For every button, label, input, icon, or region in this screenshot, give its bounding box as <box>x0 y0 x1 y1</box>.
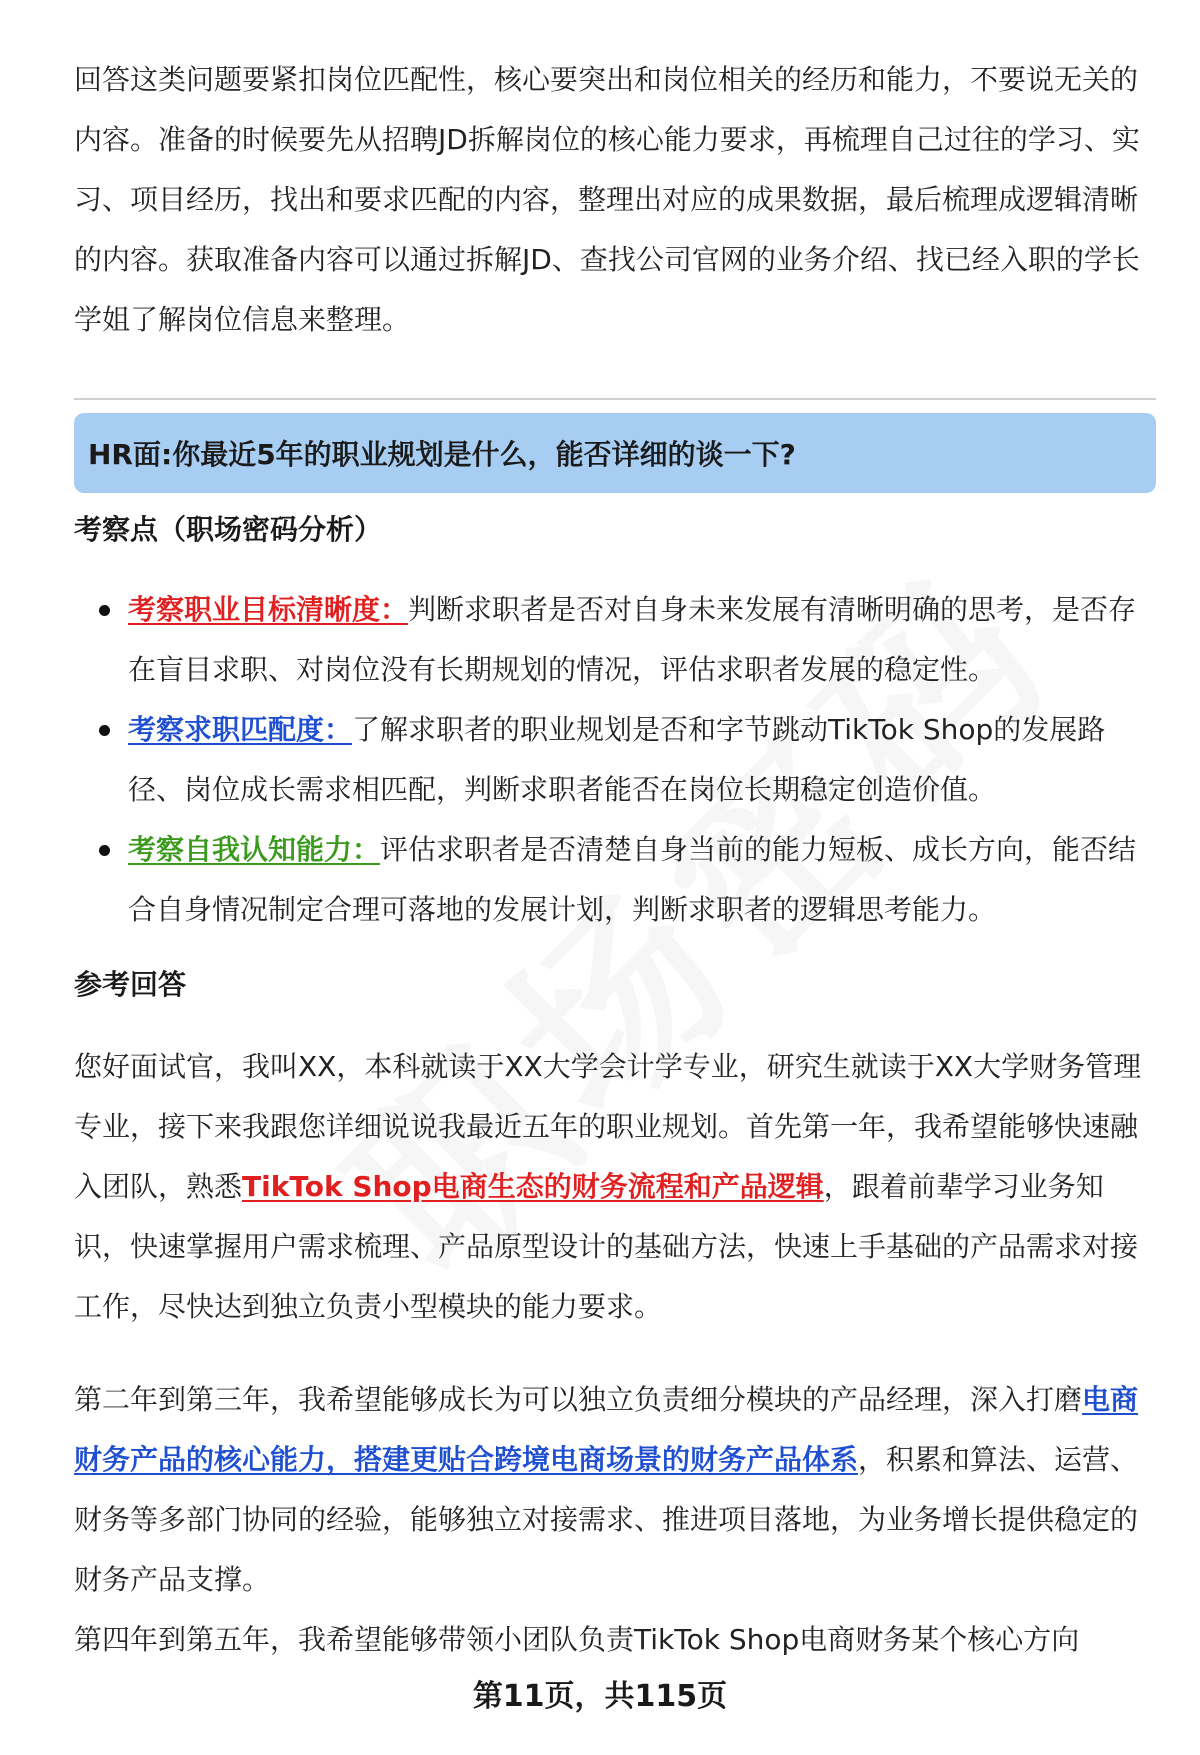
reference-text: ，跟着前辈学习业务知识，快速掌握用户需求梳理、产品原型设计的基础方法，快速上手基础的产品需求对接工作，尽快达到独立负责小型模块的能力要求。 <box>74 1170 1139 1323</box>
reference-paragraph-3: 第四年到第五年，我希望能够带领小团队负责TikTok Shop电商财务某个核心方向 <box>74 1623 1080 1656</box>
question-banner <box>74 413 1156 493</box>
question-title: HR面:你最近5年的职业规划是什么，能否详细的谈一下? <box>88 438 796 471</box>
exam-point-label: 考察求职匹配度： <box>128 713 353 746</box>
bullet-dot-icon <box>99 605 110 616</box>
exam-point-label: 考察自我认知能力： <box>128 833 381 866</box>
section-divider <box>74 398 1156 400</box>
intro-paragraph: 回答这类问题要紧扣岗位匹配性，核心要突出和岗位相关的经历和能力，不要说无关的内容。准备的时候要先从招聘JD拆解岗位的核心能力要求，再梳理自己过往的学习、实习、项目经历，找出和要求匹配的内容，整理出对应的成果数据，最后梳理成逻辑清晰的内容。获取准备内容可以通过拆解JD、查找公司官网的业务介绍、找已经入职的学长学姐了解岗位信息来整理。 <box>74 63 1140 336</box>
highlight-text: 电商财务产品的核心能力，搭建更贴合跨境电商场景的财务产品体系 <box>74 1383 1139 1476</box>
bullet-dot-icon <box>99 845 110 856</box>
reference-heading: 参考回答 <box>74 968 187 1001</box>
exam-point-item <box>74 820 1156 940</box>
exam-point-text: 了解求职者的职业规划是否和字节跳动TikTok Shop的发展路径、岗位成长需求相匹配，判断求职者能否在岗位长期稳定创造价值。 <box>128 713 1106 806</box>
page-number: 第11页，共115页 <box>472 1679 728 1714</box>
bullet-dot-icon <box>99 725 110 736</box>
exam-point-text: 判断求职者是否对自身未来发展有清晰明确的思考，是否存在盲目求职、对岗位没有长期规划的情况，评估求职者发展的稳定性。 <box>128 593 1137 686</box>
exam-point-item <box>74 700 1156 820</box>
reference-paragraph-2 <box>74 1370 1156 1610</box>
reference-paragraph-1 <box>74 1037 1156 1337</box>
reference-text: 第二年到第三年，我希望能够成长为可以独立负责细分模块的产品经理，深入打磨 <box>74 1383 1083 1416</box>
reference-text: ，积累和算法、运营、财务等多部门协同的经验，能够独立对接需求、推进项目落地，为业务增长提供稳定的财务产品支撑。 <box>74 1443 1139 1596</box>
exam-point-item <box>74 580 1156 700</box>
exam-point-text: 评估求职者是否清楚自身当前的能力短板、成长方向，能否结合自身情况制定合理可落地的发展计划，判断求职者的逻辑思考能力。 <box>128 833 1137 926</box>
highlight-text: TikTok Shop电商生态的财务流程和产品逻辑 <box>242 1170 824 1203</box>
exam-points-heading: 考察点（职场密码分析） <box>74 513 383 546</box>
exam-points-list <box>74 580 1156 940</box>
reference-text: 您好面试官，我叫XX，本科就读于XX大学会计学专业，研究生就读于XX大学财务管理专业，接下来我跟您详细说说我最近五年的职业规划。首先第一年，我希望能够快速融入团队，熟悉 <box>74 1050 1142 1203</box>
exam-point-label: 考察职业目标清晰度： <box>128 593 409 626</box>
